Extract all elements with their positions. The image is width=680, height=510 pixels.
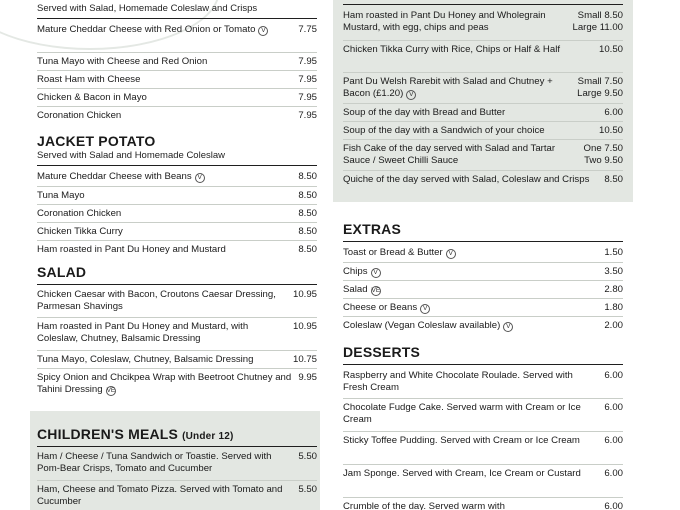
vegetarian-icon: V bbox=[503, 322, 513, 332]
vegetarian-icon: V bbox=[195, 173, 205, 183]
list-item: Chicken Tikka Curry 8.50 bbox=[37, 226, 317, 237]
list-item: Tuna Mayo with Cheese and Red Onion 7.95 bbox=[37, 56, 317, 67]
list-item: Coronation Chicken 8.50 bbox=[37, 208, 317, 219]
list-item: Tuna Mayo, Coleslaw, Chutney, Balsamic Dressing 10.75 bbox=[37, 354, 317, 365]
list-item: Roast Ham with Cheese 7.95 bbox=[37, 74, 317, 85]
list-item: Mature Cheddar Cheese with Beans V 8.50 bbox=[37, 171, 317, 182]
list-item: Chicken Tikka Curry with Rice, Chips or Half & Half 10.50 bbox=[343, 44, 623, 55]
list-item: Cheese or Beans V 1.80 bbox=[343, 302, 623, 313]
vegetarian-icon: V bbox=[371, 268, 381, 278]
section-title: DESSERTS bbox=[343, 344, 421, 360]
list-item: Ham, Cheese and Tomato Pizza. Served with Tomato and Cucumber 5.50 bbox=[37, 484, 317, 507]
pant-du-meals-section bbox=[343, 0, 623, 200]
list-item: Spicy Onion and Chcikpea Wrap with Beetroot Chutney and Tahini Dressing VE 9.95 bbox=[37, 372, 317, 395]
list-item: Tuna Mayo 8.50 bbox=[37, 190, 317, 201]
sandwiches-section bbox=[37, 3, 317, 124]
list-item: Ham roasted in Pant Du Honey and Mustard, with Coleslaw, Chutney, Balsamic Dressing 10.95 bbox=[37, 321, 317, 344]
list-item: Quiche of the day served with Salad, Coleslaw and Crisps 8.50 bbox=[343, 174, 623, 185]
list-item: Crumble of the day. Served warm with 6.00 bbox=[343, 501, 623, 510]
list-item: Jam Sponge. Served with Cream, Ice Cream or Custard 6.00 bbox=[343, 468, 623, 479]
list-item: Chips V 3.50 bbox=[343, 266, 623, 277]
list-item: Sticky Toffee Pudding. Served with Cream or Ice Cream 6.00 bbox=[343, 435, 623, 446]
section-title: JACKET POTATO bbox=[37, 133, 156, 149]
list-item: Fish Cake of the day served with Salad and Tartar Sauce / Sweet Chilli Sauce One 7.50 Two 9.50 bbox=[343, 143, 623, 166]
section-subtitle: (Under 12) bbox=[182, 431, 234, 442]
list-item: Ham roasted in Pant Du Honey and Wholegrain Mustard, with egg, chips and peas Small 8.50 Large 11.00 bbox=[343, 10, 623, 33]
list-item: Mature Cheddar Cheese with Red Onion or Tomato V 7.75 bbox=[37, 24, 317, 35]
desserts-section bbox=[343, 344, 623, 510]
salad-section bbox=[37, 264, 317, 399]
section-title: EXTRAS bbox=[343, 221, 401, 237]
list-item: Raspberry and White Chocolate Roulade. Served with Fresh Cream 6.00 bbox=[343, 370, 623, 393]
list-item: Ham roasted in Pant Du Honey and Mustard 8.50 bbox=[37, 244, 317, 255]
section-title: CHILDREN'S MEALS (Under 12) bbox=[37, 426, 234, 442]
list-item: Coleslaw (Vegan Coleslaw available) V 2.00 bbox=[343, 320, 623, 331]
vegetarian-icon: V bbox=[446, 249, 456, 259]
section-description: Served with Salad and Homemade Coleslaw bbox=[37, 150, 225, 161]
list-item: Soup of the day with Bread and Butter 6.00 bbox=[343, 107, 623, 118]
childrens-meals-section bbox=[37, 426, 317, 510]
sandwiches-description: Served with Salad, Homemade Coleslaw and Crisps bbox=[37, 3, 258, 14]
vegetarian-icon: V bbox=[420, 304, 430, 314]
list-item: Chicken & Bacon in Mayo 7.95 bbox=[37, 92, 317, 103]
list-item: Soup of the day with a Sandwich of your choice 10.50 bbox=[343, 125, 623, 136]
list-item: Chicken Caesar with Bacon, Croutons Caesar Dressing, Parmesan Shavings 10.95 bbox=[37, 289, 317, 312]
list-item: Ham / Cheese / Tuna Sandwich or Toastie. Served with Pom-Bear Crisps, Tomato and Cucumber 5.50 bbox=[37, 451, 317, 474]
section-title: SALAD bbox=[37, 264, 87, 280]
list-item: Coronation Chicken 7.95 bbox=[37, 110, 317, 121]
vegetarian-icon: V bbox=[406, 90, 416, 100]
vegan-icon: VE bbox=[371, 287, 381, 294]
list-item: Toast or Bread & Butter V 1.50 bbox=[343, 247, 623, 258]
vegetarian-icon: V bbox=[258, 26, 268, 36]
list-item: Chocolate Fudge Cake. Served warm with Cream or Ice Cream 6.00 bbox=[343, 402, 623, 425]
jacket-potato-section bbox=[37, 133, 317, 258]
list-item: Pant Du Welsh Rarebit with Salad and Chutney + Bacon (£1.20) V Small 7.50 Large 9.50 bbox=[343, 76, 623, 99]
list-item: Salad VE 2.80 bbox=[343, 284, 623, 295]
extras-section bbox=[343, 221, 623, 334]
vegan-icon: VE bbox=[106, 387, 116, 394]
